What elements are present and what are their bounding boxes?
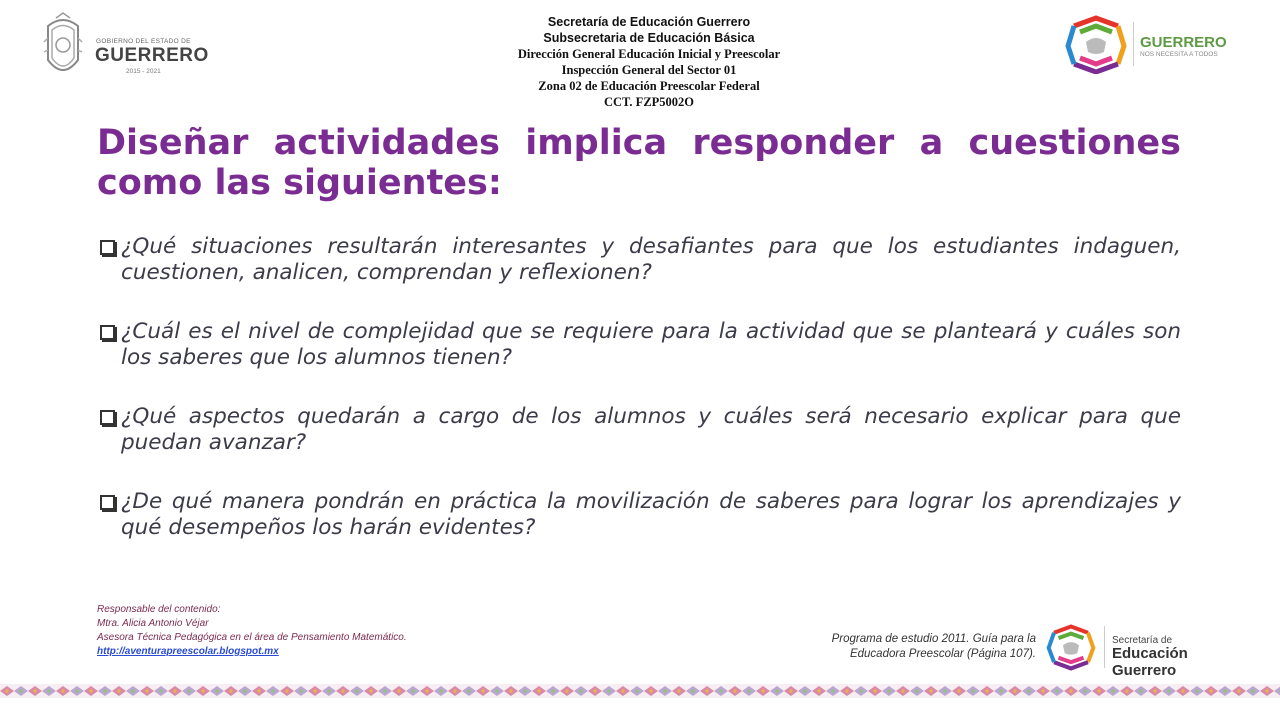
slide-title: Diseñar actividades implica responder a cuestiones como las siguientes: <box>97 123 1181 203</box>
checkbox-bullet-icon <box>100 325 115 340</box>
decorative-border <box>0 684 1280 698</box>
gov-logo-years: 2015 - 2021 <box>126 68 161 75</box>
blog-link[interactable]: http://aventurapreescolar.blogspot.mx <box>97 646 279 657</box>
question-text: ¿De qué manera pondrán en práctica la movilización de saberes para lograr los aprendizajes y qué desempeños los harán evidentes? <box>121 489 1181 540</box>
header-line-1: Secretaría de Educación Guerrero <box>547 15 751 29</box>
content-credits <box>97 603 407 659</box>
question-text: ¿Cuál es el nivel de complejidad que se requiere para la actividad que se planteará y cuáles son los saberes que los alumnos tienen? <box>121 319 1181 370</box>
campaign-logo-subtitle: NOS NECESITA A TODOS <box>1140 51 1218 58</box>
secretariat-logo-line2: Educación Guerrero <box>1112 645 1188 679</box>
logo-divider <box>1133 22 1134 66</box>
state-government-logo <box>38 12 208 87</box>
gov-logo-line1: GOBIERNO DEL ESTADO DE <box>96 38 191 45</box>
secretariat-logo-line1: Secretaría de <box>1112 635 1173 646</box>
header-line-5: Zona 02 de Educación Preescolar Federal <box>538 79 760 93</box>
source-line-2: Educadora Preescolar (Página 107). <box>849 648 1036 660</box>
list-item <box>97 489 1181 574</box>
list-item <box>97 404 1181 489</box>
source-citation <box>760 632 1036 662</box>
question-text: ¿Qué aspectos quedarán a cargo de los alumnos y cuáles será necesario explicar para que puedan avanzar? <box>121 404 1181 455</box>
woven-star-icon <box>1064 14 1128 74</box>
checkbox-bullet-icon <box>100 240 115 255</box>
header-line-2: Subsecretaria de Educación Básica <box>543 31 755 45</box>
logo-divider <box>1104 626 1105 668</box>
institution-header <box>440 14 858 110</box>
header-line-4: Inspección General del Sector 01 <box>561 63 737 77</box>
education-secretariat-logo <box>1044 620 1249 679</box>
checkbox-bullet-icon <box>100 410 115 425</box>
woven-star-icon <box>1046 623 1096 671</box>
credits-label: Responsable del contenido: <box>97 604 221 615</box>
credits-author: Mtra. Alicia Antonio Véjar <box>97 618 209 629</box>
list-item <box>97 319 1181 404</box>
question-text: ¿Qué situaciones resultarán interesantes y desafiantes para que los estudiantes indaguen, cuestionen, analicen, comprendan y reflexionen? <box>121 234 1181 285</box>
coat-of-arms-icon <box>40 12 86 84</box>
header-line-3: Dirección General Educación Inicial y Preescolar <box>517 47 781 61</box>
source-line-1: Programa de estudio 2011. Guía para la <box>831 633 1036 645</box>
list-item <box>97 234 1181 319</box>
guerrero-campaign-logo <box>1060 12 1240 74</box>
header-line-6: CCT. FZP5002O <box>603 95 695 109</box>
campaign-logo-title: GUERRERO <box>1140 34 1227 51</box>
credits-role: Asesora Técnica Pedagógica en el área de Pensamiento Matemático. <box>97 632 407 643</box>
question-list <box>97 234 1181 574</box>
checkbox-bullet-icon <box>100 495 115 510</box>
gov-logo-line2: GUERRERO <box>95 45 209 66</box>
